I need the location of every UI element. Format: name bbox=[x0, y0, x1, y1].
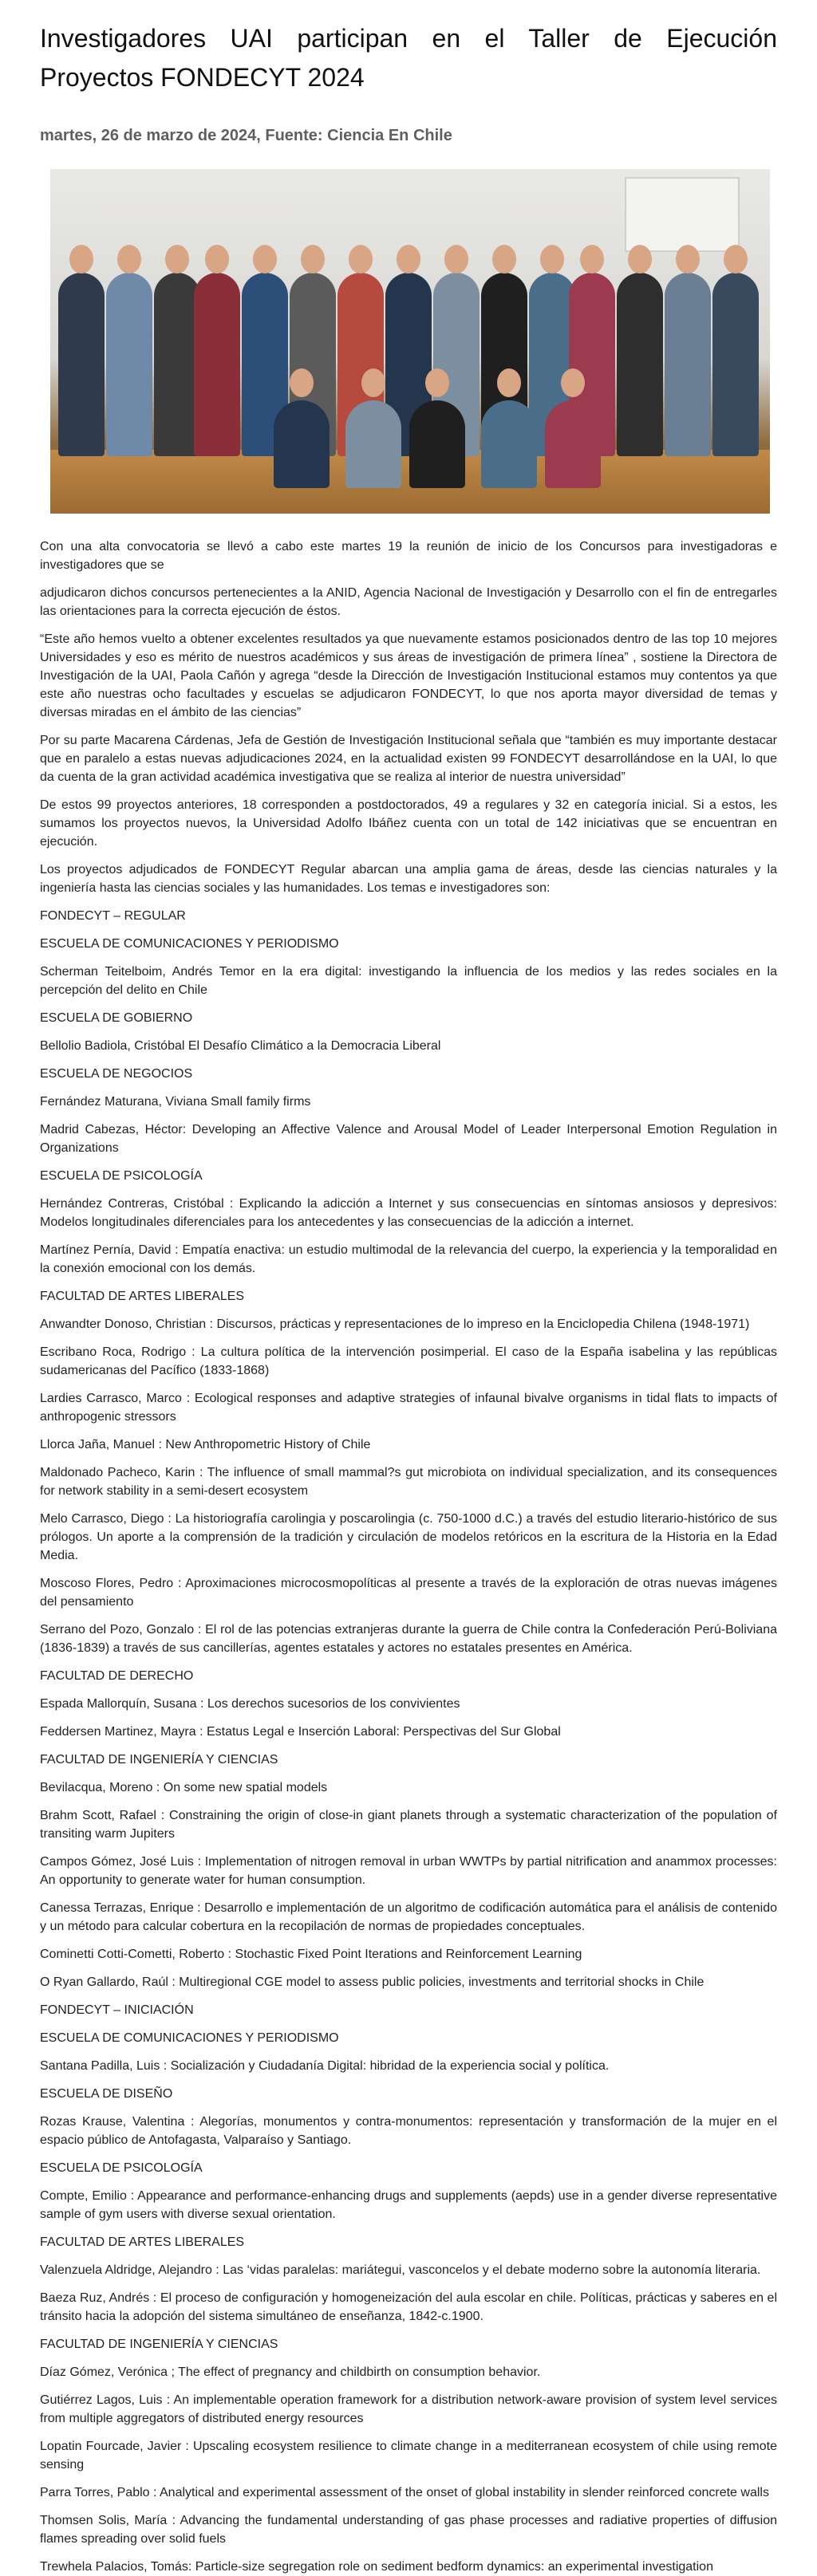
person-figure bbox=[345, 400, 401, 488]
article-paragraph: Brahm Scott, Rafael : Constraining the origin of close-in giant planets through a systematic characterization of the population of transiting warm Jupiters bbox=[40, 1809, 777, 1841]
article-paragraph: ESCUELA DE NEGOCIOS bbox=[40, 1067, 193, 1081]
article-paragraph: FACULTAD DE ARTES LIBERALES bbox=[40, 1290, 245, 1303]
article-paragraph: Feddersen Martinez, Mayra : Estatus Legal e Inserción Laboral: Perspectivas del Sur Global bbox=[40, 1725, 561, 1739]
article-paragraph: adjudicaron dichos concursos pertenecientes a la ANID, Agencia Nacional de Investigación y Desarrollo con el fin de entregarles las orientaciones para la correcta ejecución de éstos. bbox=[40, 586, 777, 618]
article-paragraph: Díaz Gómez, Verónica ; The effect of pregnancy and childbirth on consumption behavior. bbox=[40, 2365, 541, 2379]
person-head bbox=[580, 245, 604, 274]
person-head bbox=[301, 245, 325, 274]
article-paragraph: O Ryan Gallardo, Raúl : Multiregional CGE model to assess public policies, investments and territorial shocks in Chile bbox=[40, 1975, 705, 1989]
article-paragraph: Moscoso Flores, Pedro : Aproximaciones microcosmopolíticas al presente a través de la exploración de otras nuevas imágenes del pensamiento bbox=[40, 1577, 777, 1609]
person-head bbox=[492, 245, 516, 274]
person-head bbox=[676, 245, 700, 274]
article-title: Investigadores UAI participan en el Taller de Ejecución Proyectos FONDECYT 2024 bbox=[40, 24, 777, 92]
article-paragraph: Rozas Krause, Valentina : Alegorías, monumentos y contra-monumentos: representación y transformación de la mujer en el espacio público de Antofagasta, Valparaíso y Santiago. bbox=[40, 2115, 777, 2147]
person-figure bbox=[409, 400, 465, 488]
article-paragraph: “Este año hemos vuelto a obtener excelentes resultados ya que nuevamente estamos posicionados dentro de las top 10 mejores Universidades y eso es mérito de nuestros académicos y sus áreas de investigación de primera línea” , sostiene la Directora de Investigación de la UAI, Paola Cañón y agrega “desde la Dirección de Investigación Institucional estamos muy contentos ya que este año nuestras ocho facultades y escuelas se adjudicaron FONDECYT, lo que nos aporta mayor diversidad de temas y diversas miradas en el ámbito de las ciencias” bbox=[40, 632, 777, 719]
article-paragraph: FONDECYT – INICIACIÓN bbox=[40, 2003, 194, 2017]
whiteboard bbox=[625, 177, 740, 252]
article-paragraph: Martínez Pernía, David : Empatía enactiva: un estudio multimodal de la relevancia del cuerpo, la experiencia y la temporalidad en la conexión emocional con los demás. bbox=[40, 1243, 777, 1275]
person-head bbox=[205, 245, 229, 274]
article-paragraph: Maldonado Pacheco, Karin : The influence of small mammal?s gut microbiota on individual specialization, and its consequences for network stability in a semi-desert ecosystem bbox=[40, 1466, 777, 1498]
person-head bbox=[253, 245, 277, 274]
article-paragraph: Los proyectos adjudicados de FONDECYT Regular abarcan una amplia gama de áreas, desde las ciencias naturales y la ingeniería hasta las ciencias sociales y las humanidades. Los temas e investigadores son: bbox=[40, 863, 777, 895]
article-paragraph: Melo Carrasco, Diego : La historiografía carolingia y poscarolingia (c. 750-1000 d.C.) a través del estudio literario-histórico de sus prólogos. Un aporte a la comprensión de la tradición y circulación de modelos retóricos en la escritura de la Historia en la Edad Media. bbox=[40, 1512, 777, 1562]
article-paragraph: FACULTAD DE ARTES LIBERALES bbox=[40, 2235, 245, 2249]
article-paragraph: Por su parte Macarena Cárdenas, Jefa de Gestión de Investigación Institucional señala que “también es muy importante destacar que en paralelo a estas nuevas adjudicaciones 2024, en la actualidad existen 99 FONDECYT desarrollándose en la UAI, lo que da cuenta de la gran actividad académica investigativa que se realiza al interior de nuestra universidad” bbox=[40, 734, 777, 784]
article-paragraph: Madrid Cabezas, Héctor: Developing an Affective Valence and Arousal Model of Leader Interpersonal Emotion Regulation in Organizations bbox=[40, 1123, 777, 1155]
person-figure bbox=[194, 273, 240, 456]
article-paragraph: ESCUELA DE GOBIERNO bbox=[40, 1011, 193, 1025]
article-paragraph: Canessa Terrazas, Enrique : Desarrollo e implementación de un algoritmo de codificación automática para el análisis de contenido y un método para calcular cobertura en la recopilación de normas de propiedades conceptuales. bbox=[40, 1901, 777, 1933]
article-paragraph: FONDECYT – REGULAR bbox=[40, 909, 186, 923]
person-head bbox=[444, 245, 468, 274]
person-figure bbox=[665, 273, 711, 456]
article-paragraph: Fernández Maturana, Viviana Small family firms bbox=[40, 1095, 311, 1109]
article-body bbox=[40, 538, 777, 2576]
person-head bbox=[425, 368, 449, 397]
group-photo bbox=[50, 169, 770, 514]
person-head bbox=[497, 368, 521, 397]
article-paragraph: ESCUELA DE PSICOLOGÍA bbox=[40, 1169, 203, 1183]
person-head bbox=[290, 368, 314, 397]
person-head bbox=[117, 245, 141, 274]
article-paragraph: Thomsen Solis, María : Advancing the fundamental understanding of gas phase processes and radiative properties of diffusion flames spreading over solid fuels bbox=[40, 2514, 777, 2546]
article-paragraph: De estos 99 proyectos anteriores, 18 corresponden a postdoctorados, 49 a regulares y 32 en categoría inicial. Si a estos, les sumamos los proyectos nuevos, la Universidad Adolfo Ibáñez cuenta con un total de 142 iniciativas que se encuentran en ejecución. bbox=[40, 798, 777, 849]
person-head bbox=[724, 245, 748, 274]
article-paragraph: Santana Padilla, Luis : Socialización y Ciudadanía Digital: hibridad de la experiencia social y política. bbox=[40, 2059, 610, 2073]
article-paragraph: Parra Torres, Pablo : Analytical and experimental assessment of the onset of global instability in slender reinforced concrete walls bbox=[40, 2486, 769, 2499]
person-figure bbox=[712, 273, 759, 456]
person-head bbox=[361, 368, 385, 397]
person-head bbox=[349, 245, 373, 274]
person-head bbox=[540, 245, 564, 274]
article-paragraph: Trewhela Palacios, Tomás: Particle-size segregation role on sediment bedform dynamics: an experimental investigation bbox=[40, 2560, 713, 2574]
article-paragraph: ESCUELA DE DISEÑO bbox=[40, 2087, 173, 2101]
article-paragraph: Serrano del Pozo, Gonzalo : El rol de las potencias extranjeras durante la guerra de Chile contra la Confederación Perú-Boliviana (1836-1839) a través de sus cancillerías, agentes estatales y actores no estatales presentes en América. bbox=[40, 1623, 777, 1655]
article-dateline: martes, 26 de marzo de 2024, Fuente: Ciencia En Chile bbox=[40, 127, 452, 144]
person-figure bbox=[545, 400, 601, 488]
article-paragraph: Campos Gómez, José Luis : Implementation of nitrogen removal in urban WWTPs by partial nitrification and anammox processes: An opportunity to generate water for human consumption. bbox=[40, 1855, 777, 1887]
article-paragraph: Llorca Jaña, Manuel : New Anthropometric History of Chile bbox=[40, 1438, 371, 1451]
article-paragraph: Anwandter Donoso, Christian : Discursos, prácticas y representaciones de lo impreso en la Enciclopedia Chilena (1948-1971) bbox=[40, 1318, 750, 1331]
article-paragraph: FACULTAD DE INGENIERÍA Y CIENCIAS bbox=[40, 1753, 278, 1767]
article-paragraph: ESCUELA DE COMUNICACIONES Y PERIODISMO bbox=[40, 2031, 339, 2045]
article-paragraph: Lopatin Fourcade, Javier : Upscaling ecosystem resilience to climate change in a mediterranean ecosystem of chile using remote sensing bbox=[40, 2440, 777, 2472]
person-figure bbox=[617, 273, 663, 456]
article-paragraph: ESCUELA DE COMUNICACIONES Y PERIODISMO bbox=[40, 937, 339, 951]
person-head bbox=[69, 245, 93, 274]
person-head bbox=[397, 245, 420, 274]
article-paragraph: Espada Mallorquín, Susana : Los derechos sucesorios de los convivientes bbox=[40, 1697, 460, 1711]
article-paragraph: FACULTAD DE DERECHO bbox=[40, 1669, 194, 1683]
person-figure bbox=[481, 400, 537, 488]
article-paragraph: Cominetti Cotti-Cometti, Roberto : Stochastic Fixed Point Iterations and Reinforcement Learning bbox=[40, 1948, 582, 1961]
person-head bbox=[165, 245, 189, 274]
article-paragraph: Scherman Teitelboim, Andrés Temor en la era digital: investigando la influencia de los medios y las redes sociales en la percepción del delito en Chile bbox=[40, 965, 777, 997]
person-figure bbox=[58, 273, 105, 456]
article-paragraph: Bevilacqua, Moreno : On some new spatial models bbox=[40, 1781, 328, 1794]
person-figure bbox=[106, 273, 152, 456]
article-paragraph: Con una alta convocatoria se llevó a cabo este martes 19 la reunión de inicio de los Concursos para investigadoras e investigadores que se bbox=[40, 540, 777, 572]
article-paragraph: Baeza Ruz, Andrés : El proceso de configuración y homogeneización del aula escolar en chile. Políticas, prácticas y saberes en el tránsito hacia la adopción del sistema simultáneo de enseñanza, 1842-c.1900. bbox=[40, 2291, 777, 2323]
article-paragraph: ESCUELA DE PSICOLOGÍA bbox=[40, 2161, 203, 2175]
article-paragraph: Valenzuela Aldridge, Alejandro : Las ‘vidas paralelas: mariátegui, vasconcelos y el debate moderno sobre la autonomía literaria. bbox=[40, 2263, 761, 2277]
article-paragraph: Escribano Roca, Rodrigo : La cultura política de la intervención posimperial. El caso de la España isabelina y las repúblicas sudamericanas del Pacífico (1833-1868) bbox=[40, 1345, 777, 1377]
article-paragraph: Bellolio Badiola, Cristóbal El Desafío Climático a la Democracia Liberal bbox=[40, 1039, 441, 1053]
person-head bbox=[561, 368, 585, 397]
article-paragraph: FACULTAD DE INGENIERÍA Y CIENCIAS bbox=[40, 2338, 278, 2351]
person-head bbox=[628, 245, 652, 274]
article-paragraph: Hernández Contreras, Cristóbal : Explicando la adicción a Internet y sus consecuencias en síntomas ansiosos y depresivos: Modelos longitudinales diferenciales para los antecedentes y las consecuencias de la adicción a internet. bbox=[40, 1197, 777, 1229]
article-paragraph: Gutiérrez Lagos, Luis : An implementable operation framework for a distribution network-aware provision of system level services from multiple aggregators of distributed energy resources bbox=[40, 2393, 777, 2425]
article-paragraph: Lardies Carrasco, Marco : Ecological responses and adaptive strategies of infaunal bivalve organisms in tidal flats to impacts of anthropogenic stressors bbox=[40, 1392, 777, 1424]
person-figure bbox=[274, 400, 330, 488]
article-paragraph: Compte, Emilio : Appearance and performance-enhancing drugs and supplements (aepds) use in a gender diverse representative sample of gym users with diverse sexual orientation. bbox=[40, 2189, 777, 2221]
